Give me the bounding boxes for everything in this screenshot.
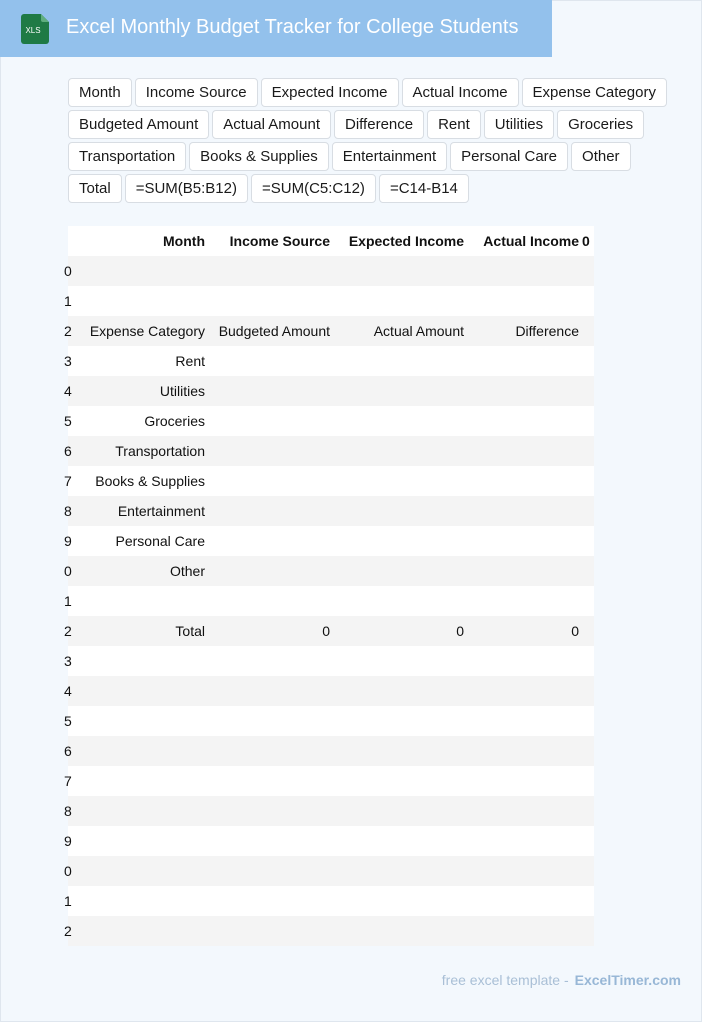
- extra-cell: [582, 316, 594, 346]
- row-index-label: 0: [64, 263, 72, 279]
- budgeted-cell: [209, 586, 334, 616]
- table-row: [68, 286, 594, 316]
- row-index-label: 9: [64, 833, 72, 849]
- difference-cell: [467, 496, 582, 526]
- extra-cell: [582, 376, 594, 406]
- budgeted-cell: 0: [209, 616, 334, 646]
- category-cell: [74, 256, 209, 286]
- actual-cell: [334, 346, 467, 376]
- table-row: [68, 496, 594, 526]
- column-header: Actual Income: [467, 226, 582, 256]
- difference-cell: [467, 346, 582, 376]
- row-index-label: 7: [64, 773, 72, 789]
- table-row: [68, 526, 594, 556]
- difference-cell: [467, 766, 582, 796]
- actual-cell: [334, 586, 467, 616]
- extra-cell: [582, 586, 594, 616]
- actual-cell: [334, 676, 467, 706]
- column-header: Income Source: [209, 226, 334, 256]
- difference-cell: [467, 376, 582, 406]
- tag-chip[interactable]: Other: [571, 142, 631, 171]
- row-index-label: 1: [64, 593, 72, 609]
- tag-chip[interactable]: Entertainment: [332, 142, 447, 171]
- extra-cell: [582, 256, 594, 286]
- tag-list: [68, 78, 688, 206]
- category-cell: Books & Supplies: [74, 466, 209, 496]
- difference-cell: [467, 646, 582, 676]
- extra-cell: [582, 706, 594, 736]
- extra-cell: [582, 466, 594, 496]
- actual-cell: [334, 886, 467, 916]
- category-cell: [74, 856, 209, 886]
- budgeted-cell: [209, 796, 334, 826]
- table-row: [68, 646, 594, 676]
- difference-cell: [467, 706, 582, 736]
- difference-cell: [467, 526, 582, 556]
- difference-cell: [467, 286, 582, 316]
- extra-cell: [582, 346, 594, 376]
- category-cell: Total: [74, 616, 209, 646]
- category-cell: [74, 706, 209, 736]
- budgeted-cell: [209, 766, 334, 796]
- budgeted-cell: [209, 496, 334, 526]
- footer-text: free excel template -: [441, 972, 569, 988]
- row-index-label: 5: [64, 713, 72, 729]
- tag-chip[interactable]: Total: [68, 174, 122, 203]
- difference-cell: [467, 676, 582, 706]
- difference-cell: [467, 736, 582, 766]
- actual-cell: [334, 286, 467, 316]
- actual-cell: [334, 796, 467, 826]
- budgeted-cell: [209, 256, 334, 286]
- actual-cell: [334, 406, 467, 436]
- table-row: [68, 556, 594, 586]
- table-row: [68, 616, 594, 646]
- row-index-label: 3: [64, 653, 72, 669]
- footer-brand-link[interactable]: ExcelTimer.com: [574, 972, 681, 988]
- tag-chip[interactable]: Income Source: [135, 78, 258, 107]
- budgeted-cell: [209, 526, 334, 556]
- difference-cell: [467, 466, 582, 496]
- extra-cell: [582, 616, 594, 646]
- extra-cell: [582, 676, 594, 706]
- category-cell: [74, 916, 209, 946]
- table-row: [68, 916, 594, 946]
- difference-cell: [467, 436, 582, 466]
- budgeted-cell: [209, 676, 334, 706]
- row-index-label: 1: [64, 293, 72, 309]
- extra-cell: [582, 916, 594, 946]
- category-cell: Utilities: [74, 376, 209, 406]
- table-row: [68, 736, 594, 766]
- tag-chip[interactable]: Month: [68, 78, 132, 107]
- table-header-row: [68, 226, 594, 256]
- category-cell: Groceries: [74, 406, 209, 436]
- actual-cell: [334, 376, 467, 406]
- actual-cell: [334, 856, 467, 886]
- extra-cell: [582, 496, 594, 526]
- tag-chip[interactable]: Budgeted Amount: [68, 110, 209, 139]
- difference-cell: [467, 886, 582, 916]
- category-cell: Entertainment: [74, 496, 209, 526]
- tag-chip[interactable]: Actual Amount: [212, 110, 331, 139]
- spreadsheet-preview: [64, 226, 594, 946]
- actual-cell: [334, 646, 467, 676]
- difference-cell: 0: [467, 616, 582, 646]
- table-row: [68, 466, 594, 496]
- title-bar: [0, 0, 552, 57]
- extra-cell: [582, 826, 594, 856]
- category-cell: Transportation: [74, 436, 209, 466]
- row-index-label: 0: [64, 863, 72, 879]
- column-header: Month: [74, 226, 209, 256]
- budgeted-cell: [209, 376, 334, 406]
- row-index-label: 3: [64, 353, 72, 369]
- category-cell: Rent: [74, 346, 209, 376]
- icon-label: XLS: [25, 26, 41, 35]
- extra-cell: [582, 886, 594, 916]
- actual-cell: [334, 496, 467, 526]
- column-header: Expected Income: [334, 226, 467, 256]
- tag-chip[interactable]: Expense Category: [522, 78, 667, 107]
- actual-cell: [334, 436, 467, 466]
- extra-cell: [582, 646, 594, 676]
- budgeted-cell: [209, 856, 334, 886]
- tag-chip[interactable]: =SUM(B5:B12): [125, 174, 248, 203]
- budgeted-cell: [209, 406, 334, 436]
- extra-cell: [582, 436, 594, 466]
- row-index-label: 2: [64, 623, 72, 639]
- difference-cell: [467, 796, 582, 826]
- actual-cell: 0: [334, 616, 467, 646]
- table-row: [68, 376, 594, 406]
- budgeted-cell: [209, 556, 334, 586]
- table-row: [68, 316, 594, 346]
- tag-chip[interactable]: Books & Supplies: [189, 142, 329, 171]
- actual-cell: [334, 736, 467, 766]
- table-row: [68, 676, 594, 706]
- budgeted-cell: [209, 826, 334, 856]
- row-index-label: 2: [64, 923, 72, 939]
- row-index-label: 6: [64, 443, 72, 459]
- category-cell: Expense Category: [74, 316, 209, 346]
- tag-chip[interactable]: Personal Care: [450, 142, 568, 171]
- row-index-label: 0: [64, 563, 72, 579]
- extra-cell: [582, 286, 594, 316]
- actual-cell: [334, 466, 467, 496]
- budgeted-cell: [209, 286, 334, 316]
- category-cell: [74, 886, 209, 916]
- excel-file-icon: [21, 14, 49, 44]
- budgeted-cell: [209, 706, 334, 736]
- tag-chip[interactable]: =C14-B14: [379, 174, 469, 203]
- row-index-label: 2: [64, 323, 72, 339]
- category-cell: [74, 766, 209, 796]
- difference-cell: [467, 406, 582, 436]
- budgeted-cell: [209, 436, 334, 466]
- row-index-label: 9: [64, 533, 72, 549]
- category-cell: [74, 646, 209, 676]
- extra-cell: [582, 406, 594, 436]
- category-cell: [74, 286, 209, 316]
- actual-cell: Actual Amount: [334, 316, 467, 346]
- category-cell: [74, 676, 209, 706]
- extra-cell: [582, 736, 594, 766]
- extra-cell: [582, 556, 594, 586]
- actual-cell: [334, 256, 467, 286]
- table-row: [68, 346, 594, 376]
- row-index-label: 5: [64, 413, 72, 429]
- row-index-label: 4: [64, 383, 72, 399]
- category-cell: Personal Care: [74, 526, 209, 556]
- table-row: [68, 706, 594, 736]
- budgeted-cell: [209, 466, 334, 496]
- tag-chip[interactable]: =SUM(C5:C12): [251, 174, 376, 203]
- difference-cell: [467, 826, 582, 856]
- table-row: [68, 796, 594, 826]
- actual-cell: [334, 526, 467, 556]
- actual-cell: [334, 706, 467, 736]
- difference-cell: [467, 556, 582, 586]
- row-index-label: 8: [64, 803, 72, 819]
- column-header: 0: [582, 226, 594, 256]
- row-index-label: 7: [64, 473, 72, 489]
- footer-credit: [442, 972, 681, 988]
- budgeted-cell: [209, 346, 334, 376]
- actual-cell: [334, 556, 467, 586]
- spreadsheet-table: [64, 226, 594, 946]
- extra-cell: [582, 856, 594, 886]
- table-row: [68, 586, 594, 616]
- difference-cell: [467, 916, 582, 946]
- tag-chip[interactable]: Difference: [334, 110, 424, 139]
- extra-cell: [582, 766, 594, 796]
- difference-cell: Difference: [467, 316, 582, 346]
- category-cell: [74, 826, 209, 856]
- tag-chip[interactable]: Actual Income: [402, 78, 519, 107]
- extra-cell: [582, 796, 594, 826]
- table-row: [68, 766, 594, 796]
- tag-chip[interactable]: Expected Income: [261, 78, 399, 107]
- table-row: [68, 886, 594, 916]
- extra-cell: [582, 526, 594, 556]
- actual-cell: [334, 916, 467, 946]
- difference-cell: [467, 586, 582, 616]
- row-index-label: 6: [64, 743, 72, 759]
- difference-cell: [467, 856, 582, 886]
- tag-chip[interactable]: Groceries: [557, 110, 644, 139]
- budgeted-cell: [209, 886, 334, 916]
- row-index-label: 8: [64, 503, 72, 519]
- page-title: Excel Monthly Budget Tracker for College Students: [66, 16, 519, 38]
- category-cell: Other: [74, 556, 209, 586]
- budgeted-cell: [209, 736, 334, 766]
- category-cell: [74, 796, 209, 826]
- budgeted-cell: [209, 646, 334, 676]
- table-row: [68, 256, 594, 286]
- table-row: [68, 856, 594, 886]
- table-row: [68, 436, 594, 466]
- budgeted-cell: Budgeted Amount: [209, 316, 334, 346]
- actual-cell: [334, 766, 467, 796]
- difference-cell: [467, 256, 582, 286]
- row-index-label: 1: [64, 893, 72, 909]
- budgeted-cell: [209, 916, 334, 946]
- category-cell: [74, 586, 209, 616]
- tag-chip[interactable]: Rent: [427, 110, 481, 139]
- actual-cell: [334, 826, 467, 856]
- row-index-label: 4: [64, 683, 72, 699]
- category-cell: [74, 736, 209, 766]
- tag-chip[interactable]: Transportation: [68, 142, 186, 171]
- table-row: [68, 826, 594, 856]
- tag-chip[interactable]: Utilities: [484, 110, 554, 139]
- table-row: [68, 406, 594, 436]
